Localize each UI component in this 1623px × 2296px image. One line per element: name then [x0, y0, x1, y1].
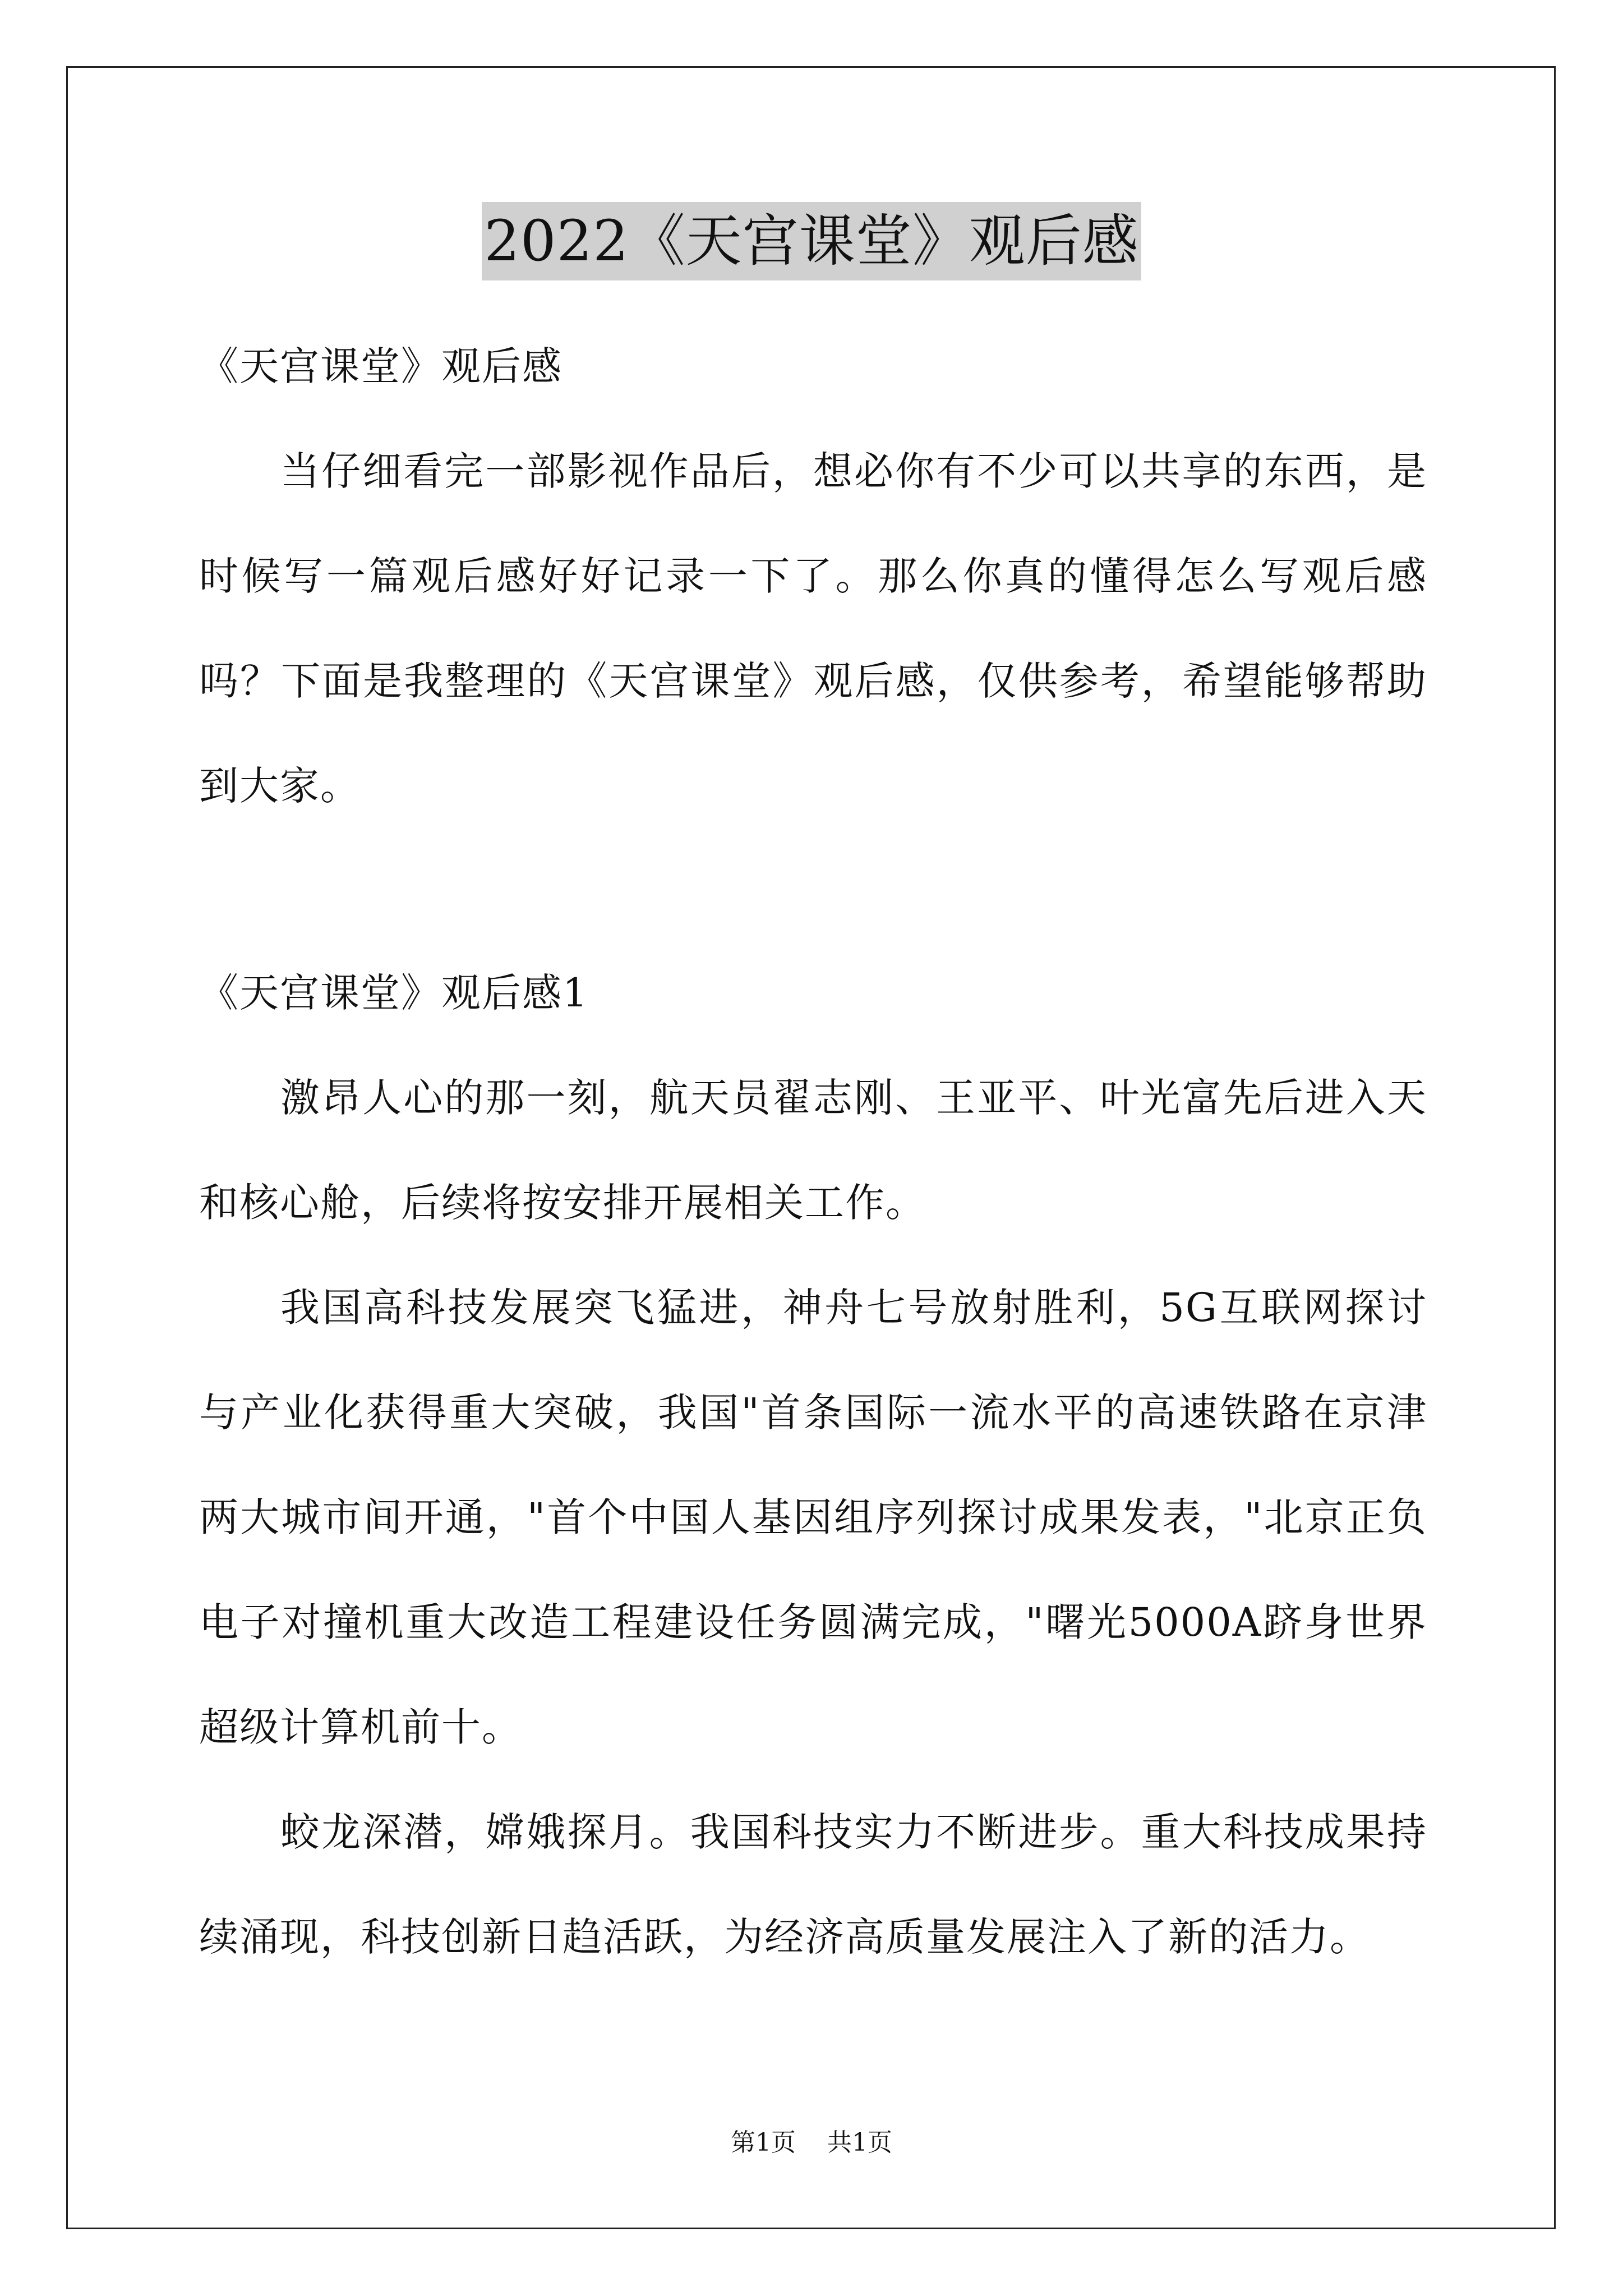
body-paragraph: 激昂人心的那一刻，航天员翟志刚、王亚平、叶光富先后进入天和核心舱，后续将按安排开展相关工作。: [199, 1075, 1427, 1226]
body-paragraph: 蛟龙深潜，嫦娥探月。我国科技实力不断进步。重大科技成果持续涌现，科技创新日趋活跃，为经济高质量发展注入了新的活力。: [199, 1809, 1427, 1960]
page-footer: [0, 2126, 1623, 2160]
document-title: 2022《天宫课堂》观后感: [482, 202, 1141, 280]
intro-paragraph: 当仔细看完一部影视作品后，想必你有不少可以共享的东西，是时候写一篇观后感好好记录一下了。那么你真的懂得怎么写观后感吗？下面是我整理的《天宫课堂》观后感，仅供参考，希望能够帮助到大家。: [199, 448, 1427, 809]
section-heading: 《天宫课堂》观后感: [199, 343, 562, 389]
body-paragraph: 我国高科技发展突飞猛进，神舟七号放射胜利，5G互联网探讨与产业化获得重大突破，我国"首条国际一流水平的高速铁路在京津两大城市间开通，"首个中国人基因组序列探讨成果发表，"北京正负电子对撞机重大改造工程建设任务圆满完成，"曙光5000A跻身世界超级计算机前十。: [199, 1285, 1427, 1750]
paragraph-gap: [199, 839, 1427, 941]
section-heading-1: 《天宫课堂》观后感1: [199, 970, 589, 1016]
page-number: 第1页: [731, 2128, 796, 2157]
page-total: 共1页: [827, 2128, 892, 2157]
document-body: [199, 314, 1427, 1990]
title-container: [0, 202, 1623, 280]
